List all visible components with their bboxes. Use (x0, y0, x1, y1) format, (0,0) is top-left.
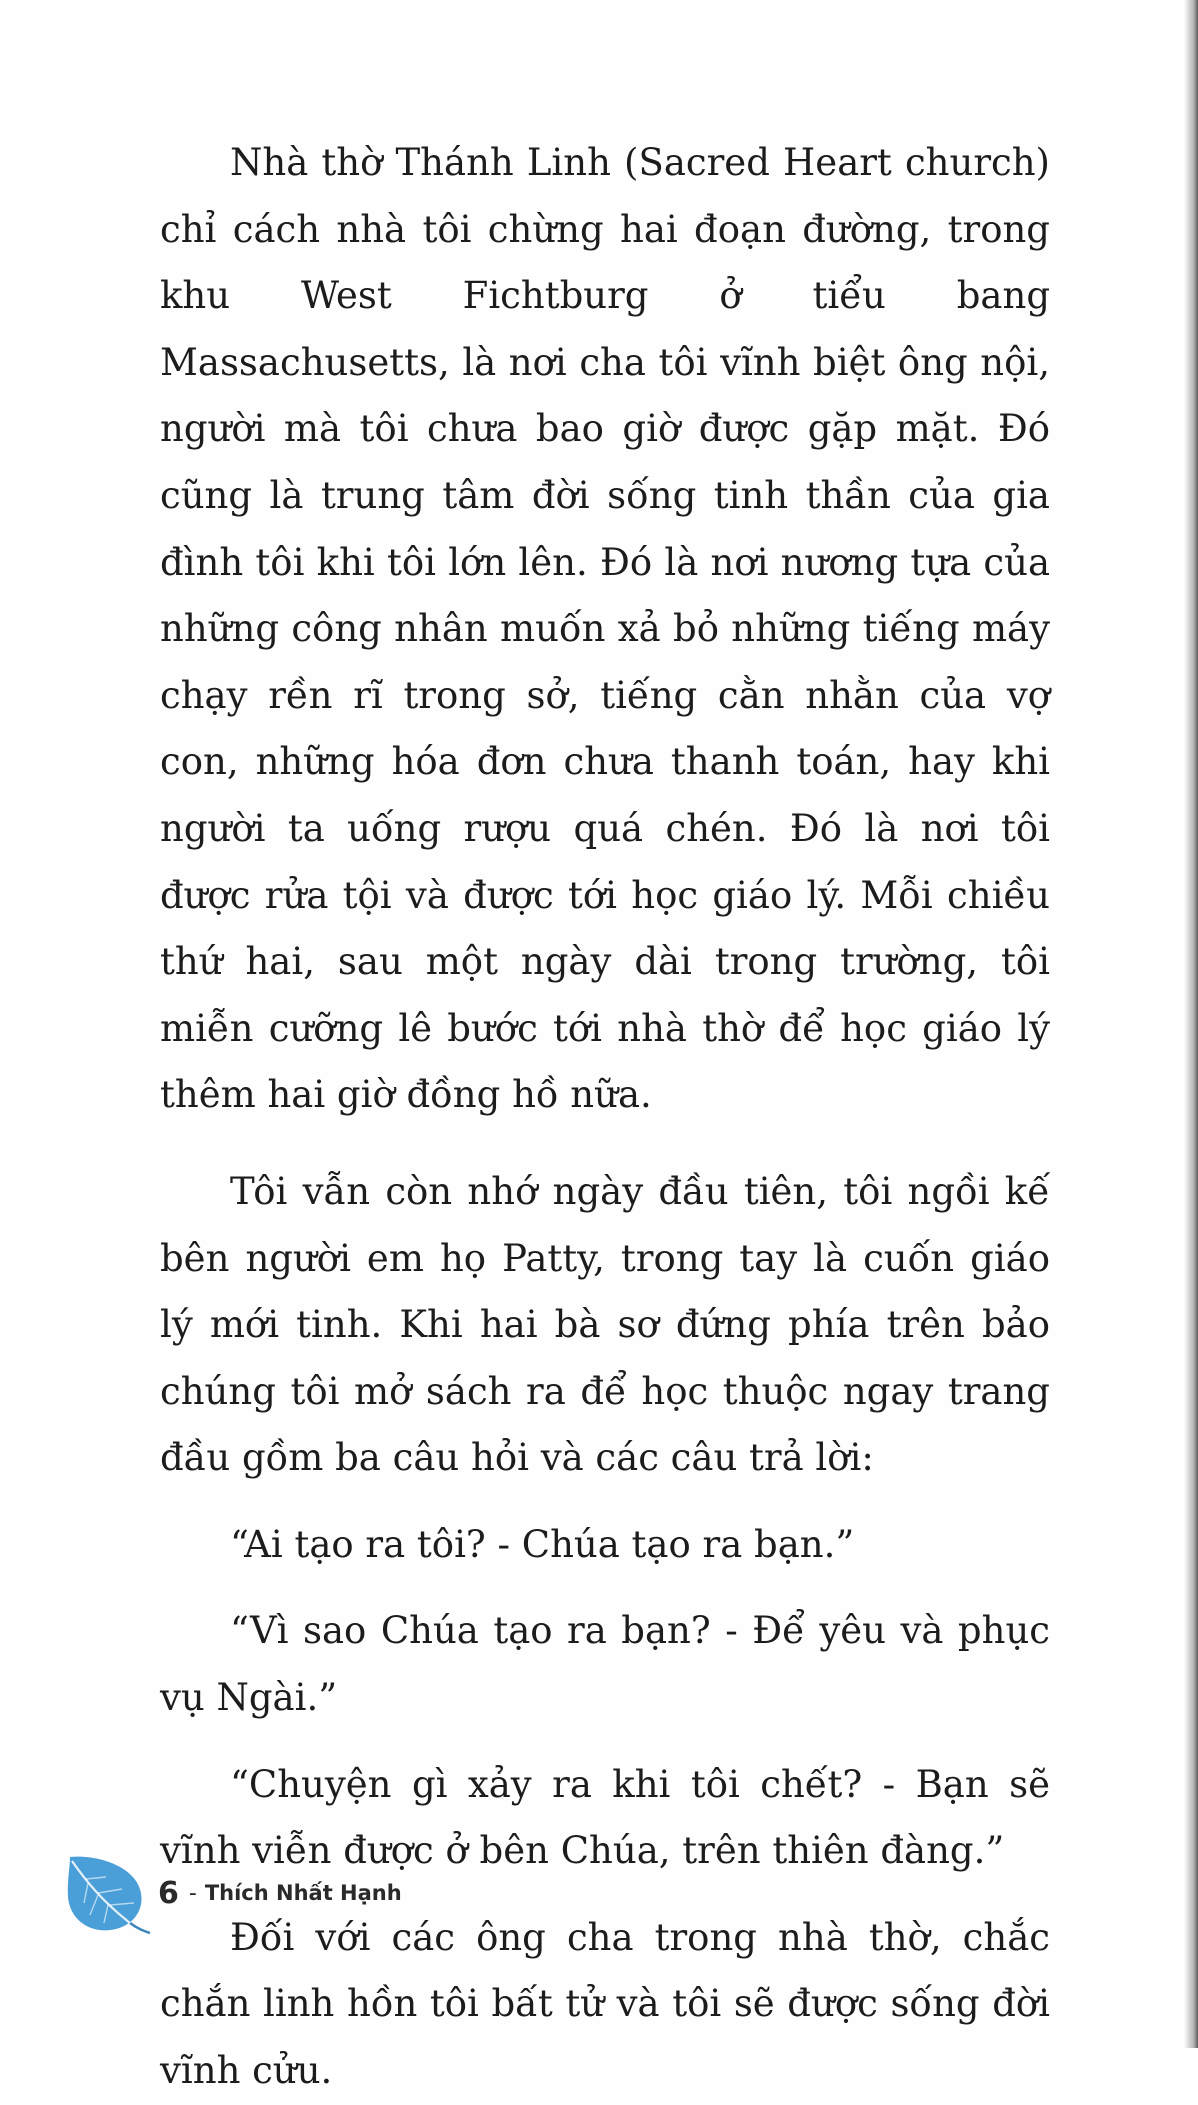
page-number: 6 (158, 1875, 179, 1911)
catechism-question-3: “Chuyện gì xảy ra khi tôi chết? - Bạn sẽ vĩnh viễn được ở bên Chúa, trên thiên đàng.” (160, 1762, 1050, 1873)
body-text (160, 130, 1050, 2105)
catechism-question-2: “Vì sao Chúa tạo ra bạn? - Để yêu và phục vụ Ngài.” (160, 1609, 1050, 1720)
paragraph-church: Nhà thờ Thánh Linh (Sacred Heart church) chỉ cách nhà tôi chừng hai đoạn đường, trong khu West Fichtburg ở tiểu bang Massachusetts, là nơi cha tôi vĩnh biệt ông nội, người mà tôi chưa bao giờ được gặp mặt. Đó cũng là trung tâm đời sống tinh thần của gia đình tôi khi tôi lớn lên. Đó là nơi nương tựa của những công nhân muốn xả bỏ những tiếng máy chạy rền rĩ trong sở, tiếng cằn nhằn của vợ con, những hóa đơn chưa thanh toán, hay khi người ta uống rượu quá chén. Đó là nơi tôi được rửa tội và được tới học giáo lý. Mỗi chiều thứ hai, sau một ngày dài trong trường, tôi miễn cưỡng lê bước tới nhà thờ để học giáo lý thêm hai giờ đồng hồ nữa. (160, 141, 1050, 1117)
footer-author: Thích Nhất Hạnh (204, 1881, 402, 1905)
leaf-icon (60, 1851, 152, 1935)
catechism-question-1: “Ai tạo ra tôi? - Chúa tạo ra bạn.” (230, 1522, 855, 1566)
paragraph-immortal-soul: Đối với các ông cha trong nhà thờ, chắc chắn linh hồn tôi bất tử và tôi sẽ được sống đời vĩnh cửu. (160, 1915, 1050, 2093)
page-edge-shadow (1184, 0, 1198, 2048)
footer-separator: - (188, 1880, 197, 1906)
page-footer (60, 1848, 402, 1938)
paragraph-first-day: Tôi vẫn còn nhớ ngày đầu tiên, tôi ngồi kế bên người em họ Patty, trong tay là cuốn giáo lý mới tinh. Khi hai bà sơ đứng phía trên bảo chúng tôi mở sách ra để học thuộc ngay trang đầu gồm ba câu hỏi và các câu trả lời: (160, 1169, 1050, 1480)
